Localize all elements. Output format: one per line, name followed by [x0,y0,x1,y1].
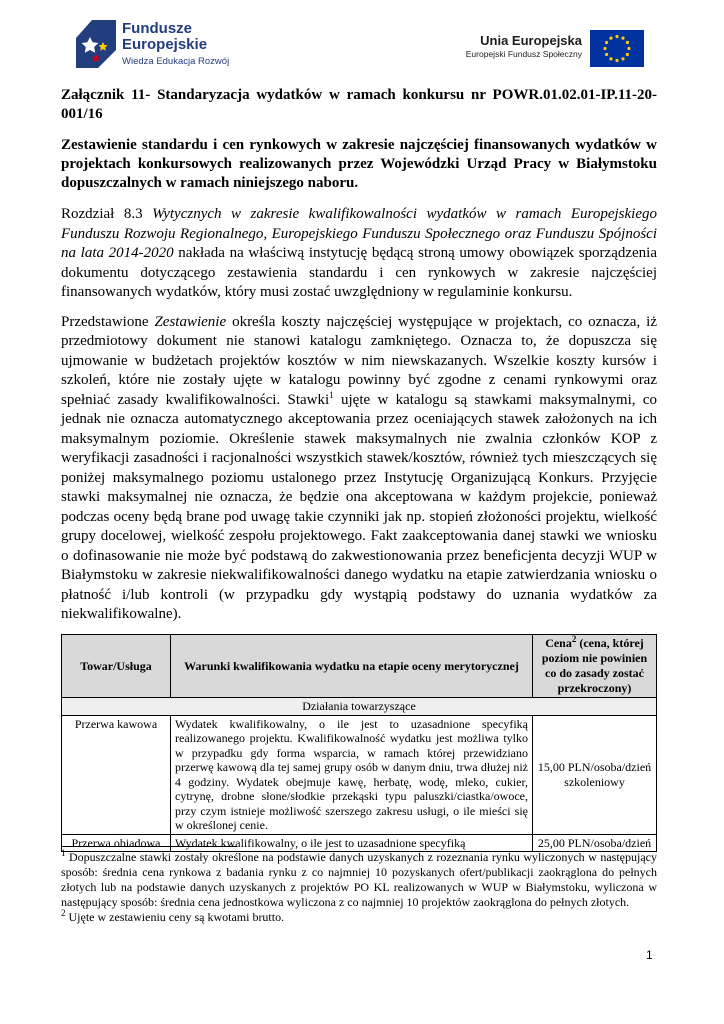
paragraph-scope-prefix: Przedstawione [61,313,155,330]
fe-logo-line2: Europejskie [122,36,208,53]
eu-wordmark [466,33,582,60]
row-item: Przerwa kawowa [62,715,171,834]
eu-flag-icon [590,30,644,67]
document-body [61,81,657,625]
zestawienie-term: Zestawienie [154,313,227,330]
paragraph-scope-part2: określa koszty najczęściej występujące w projektach, co oznacza, iż przedmiotowy dokument nie stanowi katalogu zamkniętego. Oznacza to, że dopuszcza się ujmowanie w budżetach projektów kosztów w nim niewskazanych. Wszelkie koszty kursów i szkoleń, które nie zostały ujęte w katalogu powinny być zgodne z cenami rynkowymi oraz spełniać zasady kwalifikowalności. Stawki [61,313,657,408]
page-number: 1 [646,948,653,962]
footnotes [61,850,657,925]
fe-logo-tagline: Wiedza Edukacja Rozwój [122,56,230,67]
row-item: Przerwa obiadowa [62,834,171,852]
footnote-2-number: 2 [61,908,66,918]
paragraph-scope-part3: ujęte w katalogu są stawkami maksymalnymi, co jednak nie oznacza automatycznego akceptowania przez oceniających stawek założonych na ich maksymalnym poziomie. Określenie stawek maksymalnych nie zwalnia członków KOP z weryfikacji zasadności i racjonalności wszystkich stawek/kosztów, również tych mieszczących się poniżej maksymalnego poziomu ustalonego przez Instytucję Organizującą Konkurs. Przyjęcie stawki maksymalnej nie oznacza, że będzie ona akceptowana w każdym projekcie, ponieważ podczas oceny będą brane pod uwagę takie czynniki jak np. stopień złożoności projektu, wielkość grupy docelowej, wielkość zespołu projektowego. Fakt zaakceptowania danej stawki we wniosku o dofinasowanie nie może być podstawą do zakwestionowania przez beneficjenta decyzji WUP w Białymstoku w zakresie niekwalifikowalności danego wydatku na etapie zatwierdzania wniosku o płatność i/lub kontroli (w przypadku gdy wystąpią podstawy do uznania wydatków za niekwalifikowalne). [61,391,657,622]
row-price: 25,00 PLN/osoba/dzień [533,834,657,852]
document-subtitle: Zestawienie standardu i cen rynkowych w zakresie najczęściej finansowanych wydatków w projektach konkursowych realizowanych przez Wojewódzki Urząd Pracy w Białymstoku dopuszczalnych w ramach niniejszego naboru. [61,137,657,191]
fundusze-europejskie-logo-icon [76,20,116,68]
paragraph-intro-rest: nakłada na właściwą instytucję będącą stroną umowy obowiązek sporządzenia dokumentu dotyczącego zestawienia standardu i cen rynkowych w zakresie najczęściej finansowanych wydatków, który musi zostać uwzględniony w regulaminie konkursu. [61,245,657,300]
paragraph-intro-prefix: Rozdział 8.3 [61,206,153,222]
eu-logo-line1: Unia Europejska [480,33,582,48]
document-title: Załącznik 11- Standaryzacja wydatków w ramach konkursu nr POWR.01.02.01-IP.11-20-001/16 [61,87,657,122]
paragraph-intro [61,205,657,303]
footnote-1-text: Dopuszczalne stawki zostały określone na podstawie danych uzyskanych z rozeznania rynku wyliczonych w następujący sposób: średnia cena rynkowa z badania rynku z co najmniej 10 pozyskanych ofert/publikacji zaokrąglona do pełnych złotych lub na podstawie danych uzyskanych z projektów PO KL realizowanych w WUP w Białymstoku, wyliczona w następujący sposób: średnia cena jednostkowa wyliczona z co najmniej 10 projektów zaokrąglona do pełnych złotych. [61,850,657,909]
footnote-separator [61,846,237,847]
footnote-ref-1[interactable]: 1 [329,389,334,400]
fe-logo-line1: Fundusze [122,20,192,37]
header-price-prefix: Cena [545,636,572,650]
footnote-1 [61,850,657,910]
table-row [62,715,657,834]
row-conditions: Wydatek kwalifikowalny, o ile jest to uzasadnione specyfiką [171,834,533,852]
table-row [62,834,657,852]
header-item: Towar/Usługa [62,635,171,698]
eu-logo-line2: Europejski Fundusz Społeczny [465,49,582,59]
fundusze-europejskie-logo [76,20,236,72]
guidelines-title: Wytycznych w zakresie kwalifikowalności wydatków w ramach Europejskiego Funduszu Rozwoju Regionalnego, Europejskiego Funduszu Społecznego oraz Funduszu Spójności na lata 2014-2020 [61,206,657,261]
footnote-2-text: Ujęte w zestawieniu ceny są kwotami brutto. [65,910,285,924]
footnote-ref-2[interactable]: 2 [571,634,577,644]
footnote-2 [61,910,657,925]
table-header-row [62,635,657,698]
header-conditions: Warunki kwalifikowania wydatku na etapie oceny merytorycznej [171,635,533,698]
row-price: 15,00 PLN/osoba/dzień szkoleniowy [533,715,657,834]
footnote-1-number: 1 [61,848,66,858]
header-price-suffix: (cena, której poziom nie powinien co do zasady zostać przekroczony) [541,636,648,695]
header-price [533,635,657,698]
standards-table [61,634,657,852]
fundusze-europejskie-wordmark [122,21,229,69]
table-section-row [62,698,657,716]
paragraph-scope [61,313,657,625]
row-conditions: Wydatek kwalifikowalny, o ile jest to uzasadnione specyfiką realizowanego projektu. Kwalifikowalność wydatku jest możliwa tylko w przypadku gdy forma wsparcia, w ramach której przewidziano przerwę kawową dla tej samej grupy osób w danym dniu, trwa dłużej niż 4 godziny. Wydatek obejmuje kawę, herbatę, wodę, mleko, cukier, cytrynę, drobne słone/słodkie przekąski typu paluszki/ciastka/owoce, przy czym istnieje możliwość szerszego zakresu usługi, o ile mieści się w określonej cenie. [171,715,533,834]
section-label: Działania towarzyszące [62,698,657,716]
